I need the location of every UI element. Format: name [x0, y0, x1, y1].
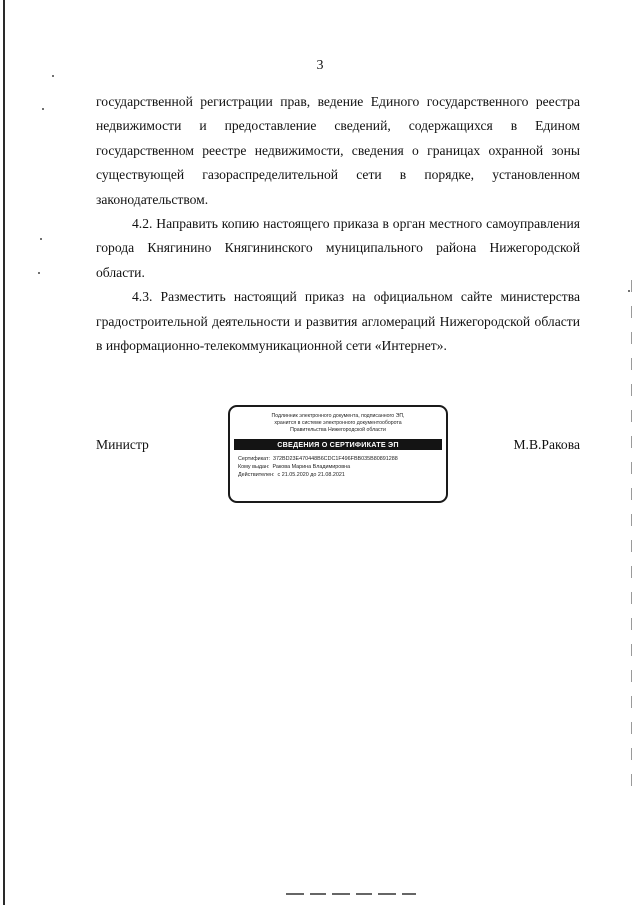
signer-name: М.В.Ракова: [513, 437, 580, 452]
stamp-owner-row: [238, 463, 446, 471]
certificate-label: Сертификат:: [238, 456, 271, 462]
scan-bottom-marks: [286, 893, 416, 895]
validity-label: Действителен:: [238, 472, 275, 478]
certificate-value: 372BD23E470448B6CDC1F496FBB035B80891288: [273, 456, 398, 462]
stamp-header-line: хранится в системе электронного документооборота: [274, 420, 402, 426]
scan-speck: [628, 290, 630, 292]
scan-speck: [40, 238, 42, 240]
scan-speck: [42, 108, 44, 110]
document-body: [96, 90, 580, 358]
scan-speck: [52, 75, 54, 77]
scan-left-edge: [3, 0, 5, 905]
signer-position: Министр: [96, 437, 149, 452]
page-number: 3: [316, 58, 324, 73]
owner-label: Кому выдан:: [238, 464, 270, 470]
scan-speck: [38, 272, 40, 274]
stamp-certificate-row: [238, 455, 446, 463]
electronic-signature-stamp: [228, 405, 448, 503]
stamp-validity-row: [238, 471, 446, 479]
stamp-details: [238, 455, 446, 479]
scan-right-edge: [631, 280, 632, 800]
paragraph-4-3: 4.3. Разместить настоящий приказ на официальном сайте министерства градостроительной деятельности и развития агломераций Нижегородской области в информационно-телекоммуникационной сети «Интернет».: [96, 289, 580, 354]
validity-value: с 21.05.2020 до 21.08.2021: [277, 472, 345, 478]
stamp-header-line: Правительства Нижегородской области: [290, 427, 386, 433]
stamp-banner: СВЕДЕНИЯ О СЕРТИФИКАТЕ ЭП: [234, 439, 442, 450]
paragraph-4-2: 4.2. Направить копию настоящего приказа в орган местного самоуправления города Княгинино Княгининского муниципального района Нижегородской области.: [96, 216, 580, 280]
paragraph-continuation: государственной регистрации прав, ведение Единого государственного реестра недвижимости и предоставление сведений, содержащихся в Едином государственном реестре недвижимости, сведения о границах охранной зоны существующей газораспределительной сети в порядке, установленном законодательством.: [96, 94, 580, 207]
stamp-header-line: Подлинник электронного документа, подписанного ЭП,: [271, 413, 405, 419]
stamp-header: [230, 413, 446, 434]
owner-value: Ракова Марина Владимировна: [272, 464, 351, 470]
